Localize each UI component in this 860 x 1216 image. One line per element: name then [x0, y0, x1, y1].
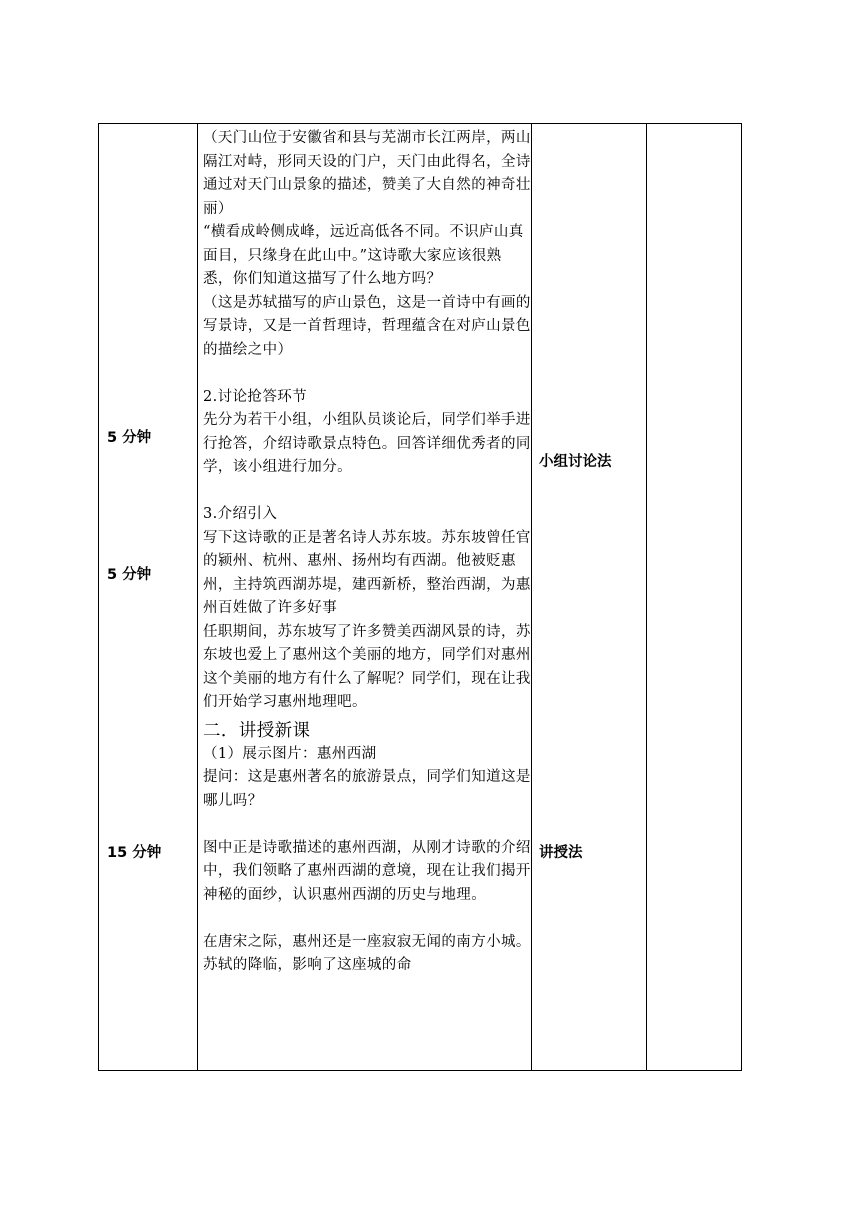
method-cell: 讲授法	[539, 845, 583, 861]
time-cell: 5 分钟	[107, 430, 152, 446]
step-heading: 3.介绍引入	[203, 506, 278, 522]
paragraph: “横看成岭侧成峰，远近高低各不同。不识庐山真面目，只缘身在此山中。”这诗歌大家应该很熟悉，你们知道这描写了什么地方吗？	[203, 224, 524, 287]
paragraph: 图中正是诗歌描述的惠州西湖，从刚才诗歌的介绍中，我们领略了惠州西湖的意境，现在让我们揭开神秘的面纱，认识惠州西湖的历史与地理。	[203, 839, 531, 903]
lesson-plan-table	[98, 123, 742, 1071]
paragraph: 任职期间，苏东坡写了许多赞美西湖风景的诗，苏东坡也爱上了惠州这个美丽的地方，同学们对惠州这个美丽的地方有什么了解呢？同学们，现在让我们开始学习惠州地理吧。	[203, 623, 531, 710]
paragraph: （1）展示图片：惠州西湖	[203, 745, 377, 762]
paragraph: 提问：这是惠州著名的旅游景点，同学们知道这是哪儿吗？	[203, 769, 531, 809]
column-divider	[531, 124, 532, 1070]
paragraph: 先分为若干小组，小组队员谈论后，同学们举手进行抢答，介绍诗歌景点特色。回答详细优秀者的同学，该小组进行加分。	[203, 412, 531, 475]
section-title: 二．讲授新课	[203, 720, 311, 741]
time-cell: 5 分钟	[107, 567, 152, 583]
lesson-content	[203, 127, 531, 978]
step-heading: 2.讨论抢答环节	[203, 388, 308, 405]
paragraph: 写下这诗歌的正是著名诗人苏东坡。苏东坡曾任官的颍州、杭州、惠州、扬州均有西湖。他被贬惠州，主持筑西湖苏堤，建西新桥，整治西湖，为惠州百姓做了许多好事	[203, 529, 531, 616]
paragraph: （这是苏轼描写的庐山景色，这是一首诗中有画的写景诗，又是一首哲理诗，哲理蕴含在对庐山景色的描绘之中）	[203, 294, 531, 358]
column-divider	[646, 124, 647, 1070]
time-cell: 15 分钟	[107, 845, 162, 861]
method-cell: 小组讨论法	[539, 454, 612, 470]
paragraph: 在唐宋之际，惠州还是一座寂寂无闻的南方小城。苏轼的降临，影响了这座城的命	[203, 933, 531, 973]
paragraph: （天门山位于安徽省和县与芜湖市长江两岸，两山隔江对峙，形同天设的门户，天门由此得名，全诗通过对天门山景象的描述，赞美了大自然的神奇壮丽）	[203, 130, 531, 217]
column-divider	[197, 124, 198, 1070]
